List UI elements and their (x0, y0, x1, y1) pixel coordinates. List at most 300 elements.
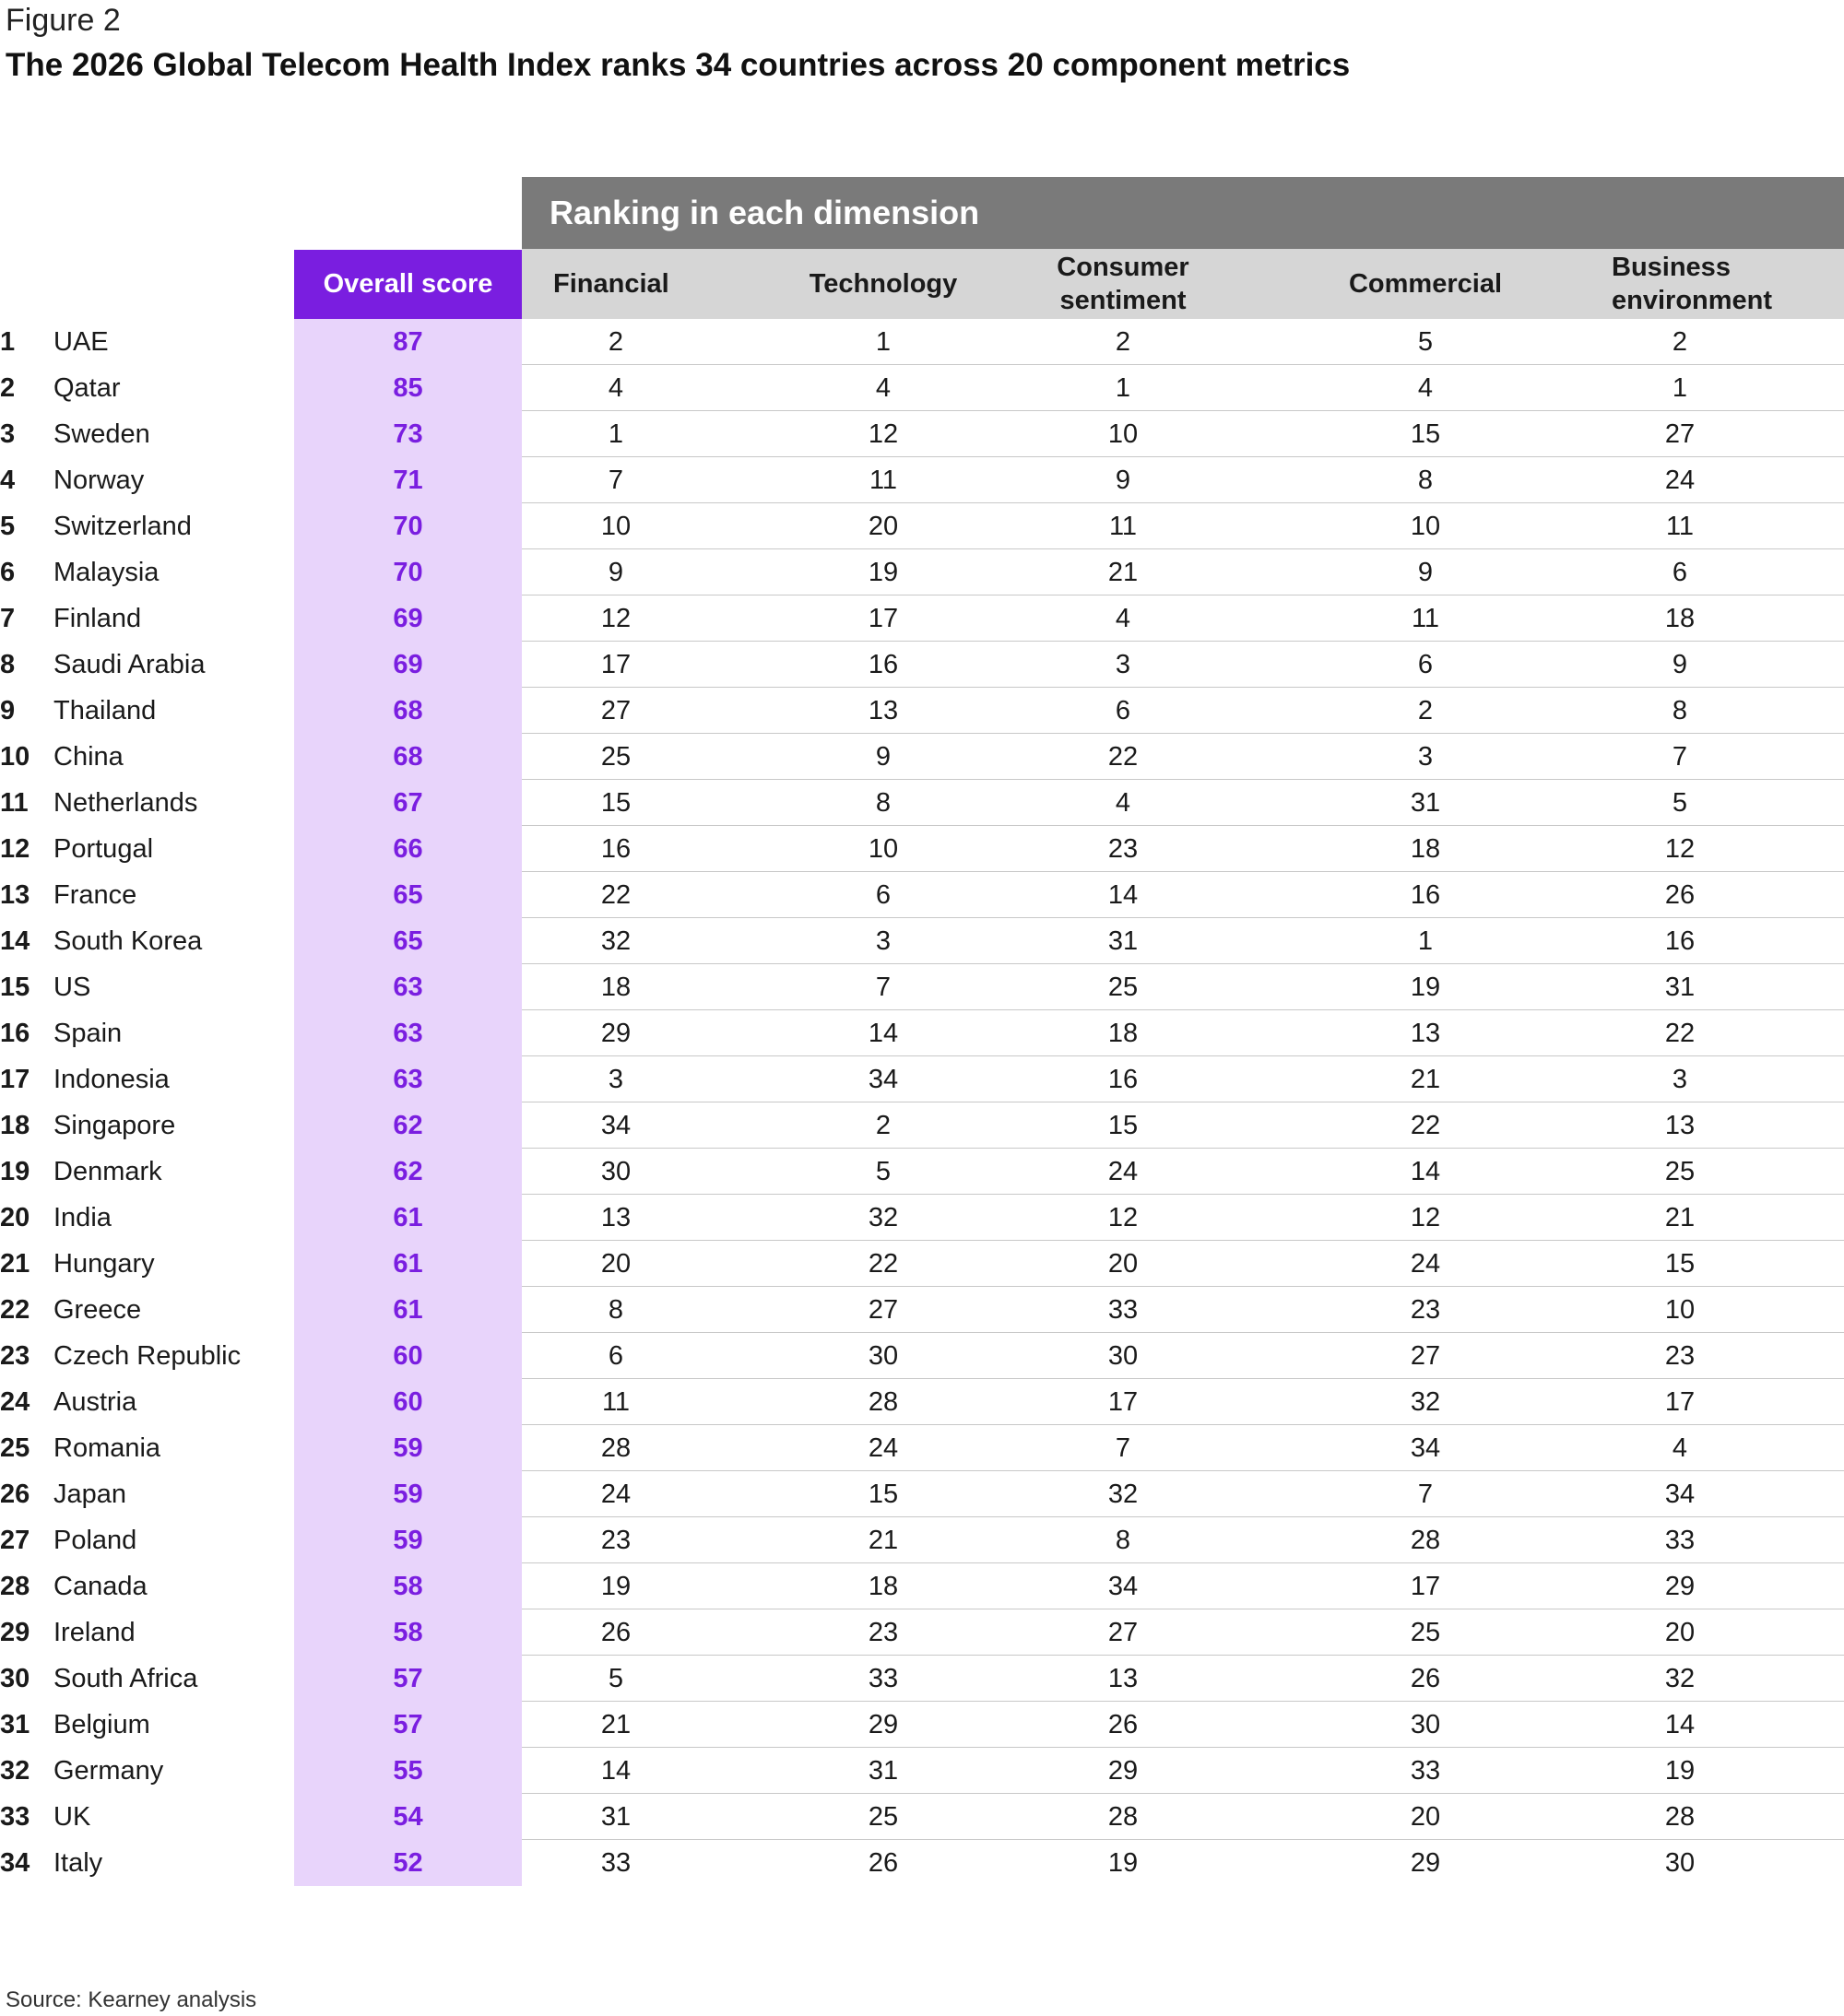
rank-label: 32 (0, 1756, 30, 1786)
dimension-rank-value: 11 (1108, 512, 1138, 541)
dimension-rank-value: 34 (1410, 1433, 1441, 1463)
dimension-rank-value: 28 (1664, 1802, 1696, 1832)
overall-score-value: 71 (393, 466, 423, 495)
dimension-rank-value: 11 (601, 1387, 631, 1417)
table-row (0, 918, 1844, 964)
rank-label: 18 (0, 1111, 30, 1140)
column-header-line: environment (1612, 286, 1773, 315)
dimension-rank-value: 10 (1664, 1295, 1696, 1325)
rank-label: 24 (0, 1387, 30, 1417)
table-row (0, 595, 1844, 642)
country-label: China (53, 742, 124, 772)
dimension-rank-value: 23 (868, 1618, 899, 1647)
dimension-rank-value: 28 (1107, 1802, 1139, 1832)
column-header-business-environment (1612, 249, 1833, 319)
dimension-rank-value: 2 (1417, 696, 1434, 725)
table-row (0, 1471, 1844, 1517)
dimension-rank-value: 12 (1107, 1203, 1139, 1232)
dimension-rank-value: 7 (1417, 1480, 1434, 1509)
dimension-rank-value: 5 (608, 1664, 624, 1693)
dimension-rank-value: 27 (868, 1295, 899, 1325)
dimension-rank-value: 26 (868, 1848, 899, 1878)
dimension-rank-value: 17 (1107, 1387, 1139, 1417)
dimension-rank-value: 11 (1411, 604, 1440, 633)
dimension-rank-value: 24 (600, 1480, 632, 1509)
country-label: Austria (53, 1387, 137, 1417)
dimension-rank-value: 33 (868, 1664, 899, 1693)
dimension-rank-value: 14 (1410, 1157, 1441, 1186)
dimension-rank-value: 7 (875, 973, 892, 1002)
dimension-rank-value: 7 (1672, 742, 1688, 772)
overall-score-value: 57 (393, 1664, 423, 1693)
country-label: Thailand (53, 696, 157, 725)
country-label: Indonesia (53, 1065, 170, 1094)
overall-score-value: 65 (393, 880, 423, 910)
table-row (0, 1840, 1844, 1886)
rank-label: 9 (0, 696, 16, 725)
dimension-rank-value: 9 (608, 558, 624, 587)
table-row (0, 826, 1844, 872)
overall-score-value: 62 (393, 1157, 423, 1186)
rank-label: 17 (0, 1065, 30, 1094)
dimension-rank-value: 16 (1410, 880, 1441, 910)
dimension-rank-value: 24 (1107, 1157, 1139, 1186)
dimension-rank-value: 32 (600, 926, 632, 956)
dimension-rank-value: 8 (1672, 696, 1688, 725)
table-row (0, 319, 1844, 365)
overall-score-value: 73 (393, 419, 423, 449)
dimension-rank-value: 13 (1664, 1111, 1696, 1140)
column-header-financial (553, 249, 682, 319)
rank-label: 4 (0, 466, 16, 495)
country-label: South Korea (53, 926, 203, 956)
table-row (0, 549, 1844, 595)
column-header-line: sentiment (1059, 286, 1187, 315)
country-label: Hungary (53, 1249, 155, 1279)
dimension-rank-value: 16 (868, 650, 899, 679)
overall-score-value: 70 (393, 558, 423, 587)
dimension-group-header (522, 177, 1844, 249)
dimension-rank-value: 25 (1664, 1157, 1696, 1186)
rank-label: 3 (0, 419, 16, 449)
rank-label: 20 (0, 1203, 30, 1232)
dimension-rank-value: 32 (1410, 1387, 1441, 1417)
overall-score-value: 67 (393, 788, 423, 818)
dimension-rank-value: 8 (1115, 1526, 1131, 1555)
dimension-rank-value: 8 (875, 788, 892, 818)
table-row (0, 1241, 1844, 1287)
dimension-rank-value: 5 (1417, 327, 1434, 357)
dimension-rank-value: 19 (600, 1572, 632, 1601)
dimension-rank-value: 18 (1107, 1019, 1139, 1048)
dimension-rank-value: 23 (1107, 834, 1139, 864)
dimension-rank-value: 28 (600, 1433, 632, 1463)
rank-label: 26 (0, 1480, 30, 1509)
column-header-consumer-sentiment (1023, 249, 1223, 319)
dimension-rank-value: 33 (1107, 1295, 1139, 1325)
dimension-rank-value: 23 (1410, 1295, 1441, 1325)
table-row (0, 457, 1844, 503)
dimension-rank-value: 25 (1410, 1618, 1441, 1647)
dimension-rank-value: 19 (1107, 1848, 1139, 1878)
dimension-rank-value: 29 (600, 1019, 632, 1048)
dimension-rank-value: 31 (1410, 788, 1441, 818)
dimension-rank-value: 33 (1410, 1756, 1441, 1786)
dimension-rank-value: 16 (600, 834, 632, 864)
table-row (0, 1656, 1844, 1702)
rank-label: 12 (0, 834, 30, 864)
dimension-rank-value: 32 (1664, 1664, 1696, 1693)
country-label: Finland (53, 604, 142, 633)
dimension-rank-value: 3 (608, 1065, 624, 1094)
column-header-commercial (1324, 249, 1527, 319)
dimension-rank-value: 1 (875, 327, 892, 357)
rank-label: 8 (0, 650, 16, 679)
dimension-rank-value: 1 (1672, 373, 1688, 403)
rank-label: 31 (0, 1710, 30, 1739)
dimension-rank-value: 2 (1115, 327, 1131, 357)
dimension-rank-value: 1 (1115, 373, 1131, 403)
dimension-rank-value: 23 (1664, 1341, 1696, 1371)
dimension-rank-value: 21 (868, 1526, 899, 1555)
overall-score-value: 70 (393, 512, 423, 541)
dimension-rank-value: 33 (1664, 1526, 1696, 1555)
overall-score-value: 85 (393, 373, 423, 403)
rank-label: 15 (0, 973, 30, 1002)
overall-score-header: Overall score (294, 250, 522, 319)
dimension-rank-value: 22 (1664, 1019, 1696, 1048)
table-row (0, 365, 1844, 411)
dimension-rank-value: 20 (1410, 1802, 1441, 1832)
dimension-rank-value: 33 (600, 1848, 632, 1878)
table-row (0, 411, 1844, 457)
table-row (0, 1010, 1844, 1056)
dimension-rank-value: 22 (600, 880, 632, 910)
dimension-rank-value: 32 (1107, 1480, 1139, 1509)
dimension-rank-value: 20 (1107, 1249, 1139, 1279)
rank-label: 5 (0, 512, 16, 541)
dimension-rank-value: 5 (1672, 788, 1688, 818)
dimension-rank-value: 18 (868, 1572, 899, 1601)
overall-score-value: 58 (393, 1572, 423, 1601)
dimension-rank-value: 15 (1410, 419, 1441, 449)
dimension-rank-value: 6 (1417, 650, 1434, 679)
country-label: UK (53, 1802, 91, 1832)
dimension-rank-value: 18 (600, 973, 632, 1002)
dimension-rank-value: 30 (868, 1341, 899, 1371)
dimension-rank-value: 4 (1417, 373, 1434, 403)
column-header-line: Commercial (1348, 269, 1502, 299)
overall-score-value: 59 (393, 1433, 423, 1463)
dimension-rank-value: 17 (1664, 1387, 1696, 1417)
dimension-rank-value: 29 (868, 1710, 899, 1739)
country-label: South Africa (53, 1664, 198, 1693)
country-label: Romania (53, 1433, 161, 1463)
dimension-rank-value: 26 (600, 1618, 632, 1647)
country-label: US (53, 973, 91, 1002)
dimension-rank-value: 14 (1107, 880, 1139, 910)
rank-label: 10 (0, 742, 30, 772)
dimension-rank-value: 14 (868, 1019, 899, 1048)
overall-score-value: 63 (393, 1019, 423, 1048)
country-label: Italy (53, 1848, 103, 1878)
dimension-rank-value: 34 (1107, 1572, 1139, 1601)
overall-score-value: 54 (393, 1802, 423, 1832)
dimension-rank-value: 6 (875, 880, 892, 910)
rank-label: 11 (0, 788, 29, 818)
dimension-rank-value: 5 (875, 1157, 892, 1186)
rank-label: 30 (0, 1664, 30, 1693)
dimension-rank-value: 2 (1672, 327, 1688, 357)
dimension-rank-value: 24 (1664, 466, 1696, 495)
country-label: Poland (53, 1526, 137, 1555)
rank-label: 16 (0, 1019, 30, 1048)
table-row (0, 1425, 1844, 1471)
dimension-rank-value: 21 (1410, 1065, 1441, 1094)
overall-score-value: 87 (393, 327, 423, 357)
overall-score-value: 68 (393, 742, 423, 772)
dimension-rank-value: 29 (1410, 1848, 1441, 1878)
dimension-rank-value: 22 (1107, 742, 1139, 772)
country-label: Qatar (53, 373, 121, 403)
rank-label: 28 (0, 1572, 30, 1601)
dimension-rank-value: 20 (600, 1249, 632, 1279)
overall-score-value: 63 (393, 973, 423, 1002)
dimension-rank-value: 13 (600, 1203, 632, 1232)
table-row (0, 1748, 1844, 1794)
column-header-line: Consumer (1057, 253, 1189, 282)
overall-score-value: 60 (393, 1341, 423, 1371)
country-label: Greece (53, 1295, 142, 1325)
dimension-rank-value: 34 (868, 1065, 899, 1094)
overall-score-value: 58 (393, 1618, 423, 1647)
table-row (0, 1517, 1844, 1563)
table-row (0, 688, 1844, 734)
dimension-rank-value: 13 (1410, 1019, 1441, 1048)
dimension-rank-value: 20 (1664, 1618, 1696, 1647)
dimension-rank-value: 9 (1672, 650, 1688, 679)
dimension-rank-value: 3 (1672, 1065, 1688, 1094)
dimension-rank-value: 11 (1665, 512, 1695, 541)
chart-title: The 2026 Global Telecom Health Index ranks 34 countries across 20 component metrics (6, 47, 1351, 83)
dimension-rank-value: 11 (869, 466, 898, 495)
dimension-rank-value: 2 (608, 327, 624, 357)
dimension-rank-value: 16 (1107, 1065, 1139, 1094)
dimension-rank-value: 26 (1664, 880, 1696, 910)
overall-score-value: 59 (393, 1480, 423, 1509)
dimension-rank-value: 19 (1664, 1756, 1696, 1786)
dimension-rank-value: 12 (868, 419, 899, 449)
overall-score-value: 68 (393, 696, 423, 725)
overall-score-value: 59 (393, 1526, 423, 1555)
overall-score-value: 62 (393, 1111, 423, 1140)
table-row (0, 1563, 1844, 1609)
table-row (0, 1379, 1844, 1425)
dimension-rank-value: 16 (1664, 926, 1696, 956)
rank-label: 21 (0, 1249, 30, 1279)
column-header-line: Technology (809, 269, 958, 299)
table-row (0, 1056, 1844, 1102)
country-label: Canada (53, 1572, 148, 1601)
dimension-rank-value: 28 (1410, 1526, 1441, 1555)
table-row (0, 503, 1844, 549)
dimension-rank-value: 1 (608, 419, 624, 449)
dimension-rank-value: 6 (608, 1341, 624, 1371)
dimension-rank-value: 9 (1417, 558, 1434, 587)
overall-score-value: 52 (393, 1848, 423, 1878)
table-row (0, 1149, 1844, 1195)
country-label: Sweden (53, 419, 150, 449)
dimension-rank-value: 14 (600, 1756, 632, 1786)
dimension-rank-value: 22 (1410, 1111, 1441, 1140)
rank-label: 2 (0, 373, 16, 403)
dimension-rank-value: 4 (1672, 1433, 1688, 1463)
table-row (0, 1195, 1844, 1241)
dimension-rank-value: 22 (868, 1249, 899, 1279)
overall-score-value: 63 (393, 1065, 423, 1094)
rank-label: 34 (0, 1848, 30, 1878)
dimension-rank-value: 10 (600, 512, 632, 541)
dimension-rank-value: 29 (1107, 1756, 1139, 1786)
rank-label: 22 (0, 1295, 30, 1325)
dimension-rank-value: 25 (1107, 973, 1139, 1002)
dimension-rank-value: 6 (1115, 696, 1131, 725)
country-label: India (53, 1203, 112, 1232)
dimension-rank-value: 25 (600, 742, 632, 772)
table-row (0, 1794, 1844, 1840)
dimension-rank-value: 17 (600, 650, 632, 679)
dimension-rank-value: 8 (1417, 466, 1434, 495)
dimension-rank-value: 4 (608, 373, 624, 403)
dimension-rank-value: 15 (1664, 1249, 1696, 1279)
dimension-rank-value: 18 (1410, 834, 1441, 864)
dimension-rank-value: 17 (1410, 1572, 1441, 1601)
dimension-rank-value: 7 (1115, 1433, 1131, 1463)
table-row (0, 1102, 1844, 1149)
dimension-rank-value: 24 (1410, 1249, 1441, 1279)
dimension-rank-value: 27 (1410, 1341, 1441, 1371)
dimension-rank-value: 25 (868, 1802, 899, 1832)
dimension-rank-value: 7 (608, 466, 624, 495)
country-label: Czech Republic (53, 1341, 242, 1371)
dimension-rank-value: 15 (1107, 1111, 1139, 1140)
dimension-rank-value: 21 (1107, 558, 1139, 587)
dimension-rank-value: 21 (1664, 1203, 1696, 1232)
dimension-rank-value: 30 (1664, 1848, 1696, 1878)
dimension-rank-value: 24 (868, 1433, 899, 1463)
figure-label: Figure 2 (6, 3, 121, 38)
dimension-rank-value: 26 (1107, 1710, 1139, 1739)
dimension-rank-value: 27 (1664, 419, 1696, 449)
dimension-rank-value: 4 (1115, 604, 1131, 633)
source-note: Source: Kearney analysis (6, 1987, 257, 2012)
dimension-rank-value: 8 (608, 1295, 624, 1325)
dimension-rank-value: 15 (868, 1480, 899, 1509)
dimension-rank-value: 3 (1417, 742, 1434, 772)
overall-score-value: 57 (393, 1710, 423, 1739)
dimension-rank-value: 6 (1672, 558, 1688, 587)
dimension-rank-value: 28 (868, 1387, 899, 1417)
table-row (0, 1333, 1844, 1379)
dimension-rank-value: 13 (868, 696, 899, 725)
rank-label: 6 (0, 558, 16, 587)
country-label: France (53, 880, 137, 910)
table-row (0, 1609, 1844, 1656)
country-label: Denmark (53, 1157, 162, 1186)
dimension-rank-value: 19 (868, 558, 899, 587)
overall-score-value: 66 (393, 834, 423, 864)
table-row (0, 1702, 1844, 1748)
dimension-rank-value: 4 (1115, 788, 1131, 818)
dimension-rank-value: 12 (1664, 834, 1696, 864)
table-row (0, 734, 1844, 780)
dimension-rank-value: 3 (875, 926, 892, 956)
dimension-rank-value: 14 (1664, 1710, 1696, 1739)
overall-score-value: 65 (393, 926, 423, 956)
column-header-line: Business (1612, 253, 1731, 282)
country-label: Portugal (53, 834, 154, 864)
overall-score-value: 61 (393, 1249, 423, 1279)
dimension-rank-value: 3 (1115, 650, 1131, 679)
rank-label: 13 (0, 880, 30, 910)
table-row (0, 964, 1844, 1010)
overall-score-value: 69 (393, 650, 423, 679)
dimension-rank-value: 31 (868, 1756, 899, 1786)
dimension-rank-value: 1 (1417, 926, 1434, 956)
dimension-rank-value: 27 (600, 696, 632, 725)
country-label: Norway (53, 466, 145, 495)
dimension-rank-value: 30 (600, 1157, 632, 1186)
dimension-rank-value: 21 (600, 1710, 632, 1739)
rank-label: 14 (0, 926, 30, 956)
table-row (0, 1287, 1844, 1333)
table-row (0, 872, 1844, 918)
dimension-rank-value: 34 (1664, 1480, 1696, 1509)
dimension-rank-value: 13 (1107, 1664, 1139, 1693)
dimension-rank-value: 29 (1664, 1572, 1696, 1601)
column-header-technology (791, 249, 975, 319)
rank-label: 1 (0, 327, 16, 357)
country-label: Belgium (53, 1710, 150, 1739)
dimension-rank-value: 20 (868, 512, 899, 541)
dimension-rank-value: 15 (600, 788, 632, 818)
dimension-rank-value: 10 (868, 834, 899, 864)
country-label: Japan (53, 1480, 127, 1509)
overall-score-value: 60 (393, 1387, 423, 1417)
rank-label: 23 (0, 1341, 30, 1371)
country-label: Ireland (53, 1618, 136, 1647)
dimension-rank-value: 27 (1107, 1618, 1139, 1647)
dimension-rank-value: 31 (1107, 926, 1139, 956)
country-label: Malaysia (53, 558, 160, 587)
dimension-rank-value: 12 (1410, 1203, 1441, 1232)
dimension-rank-value: 26 (1410, 1664, 1441, 1693)
dimension-rank-value: 9 (875, 742, 892, 772)
table-row (0, 780, 1844, 826)
dimension-rank-value: 30 (1107, 1341, 1139, 1371)
country-label: Netherlands (53, 788, 198, 818)
country-label: Spain (53, 1019, 123, 1048)
country-label: Saudi Arabia (53, 650, 206, 679)
dimension-rank-value: 9 (1115, 466, 1131, 495)
column-header-line: Financial (553, 269, 669, 299)
dimension-rank-value: 23 (600, 1526, 632, 1555)
country-label: Singapore (53, 1111, 176, 1140)
dimension-rank-value: 12 (600, 604, 632, 633)
dimension-rank-value: 30 (1410, 1710, 1441, 1739)
dimension-rank-value: 34 (600, 1111, 632, 1140)
dimension-rank-value: 2 (875, 1111, 892, 1140)
